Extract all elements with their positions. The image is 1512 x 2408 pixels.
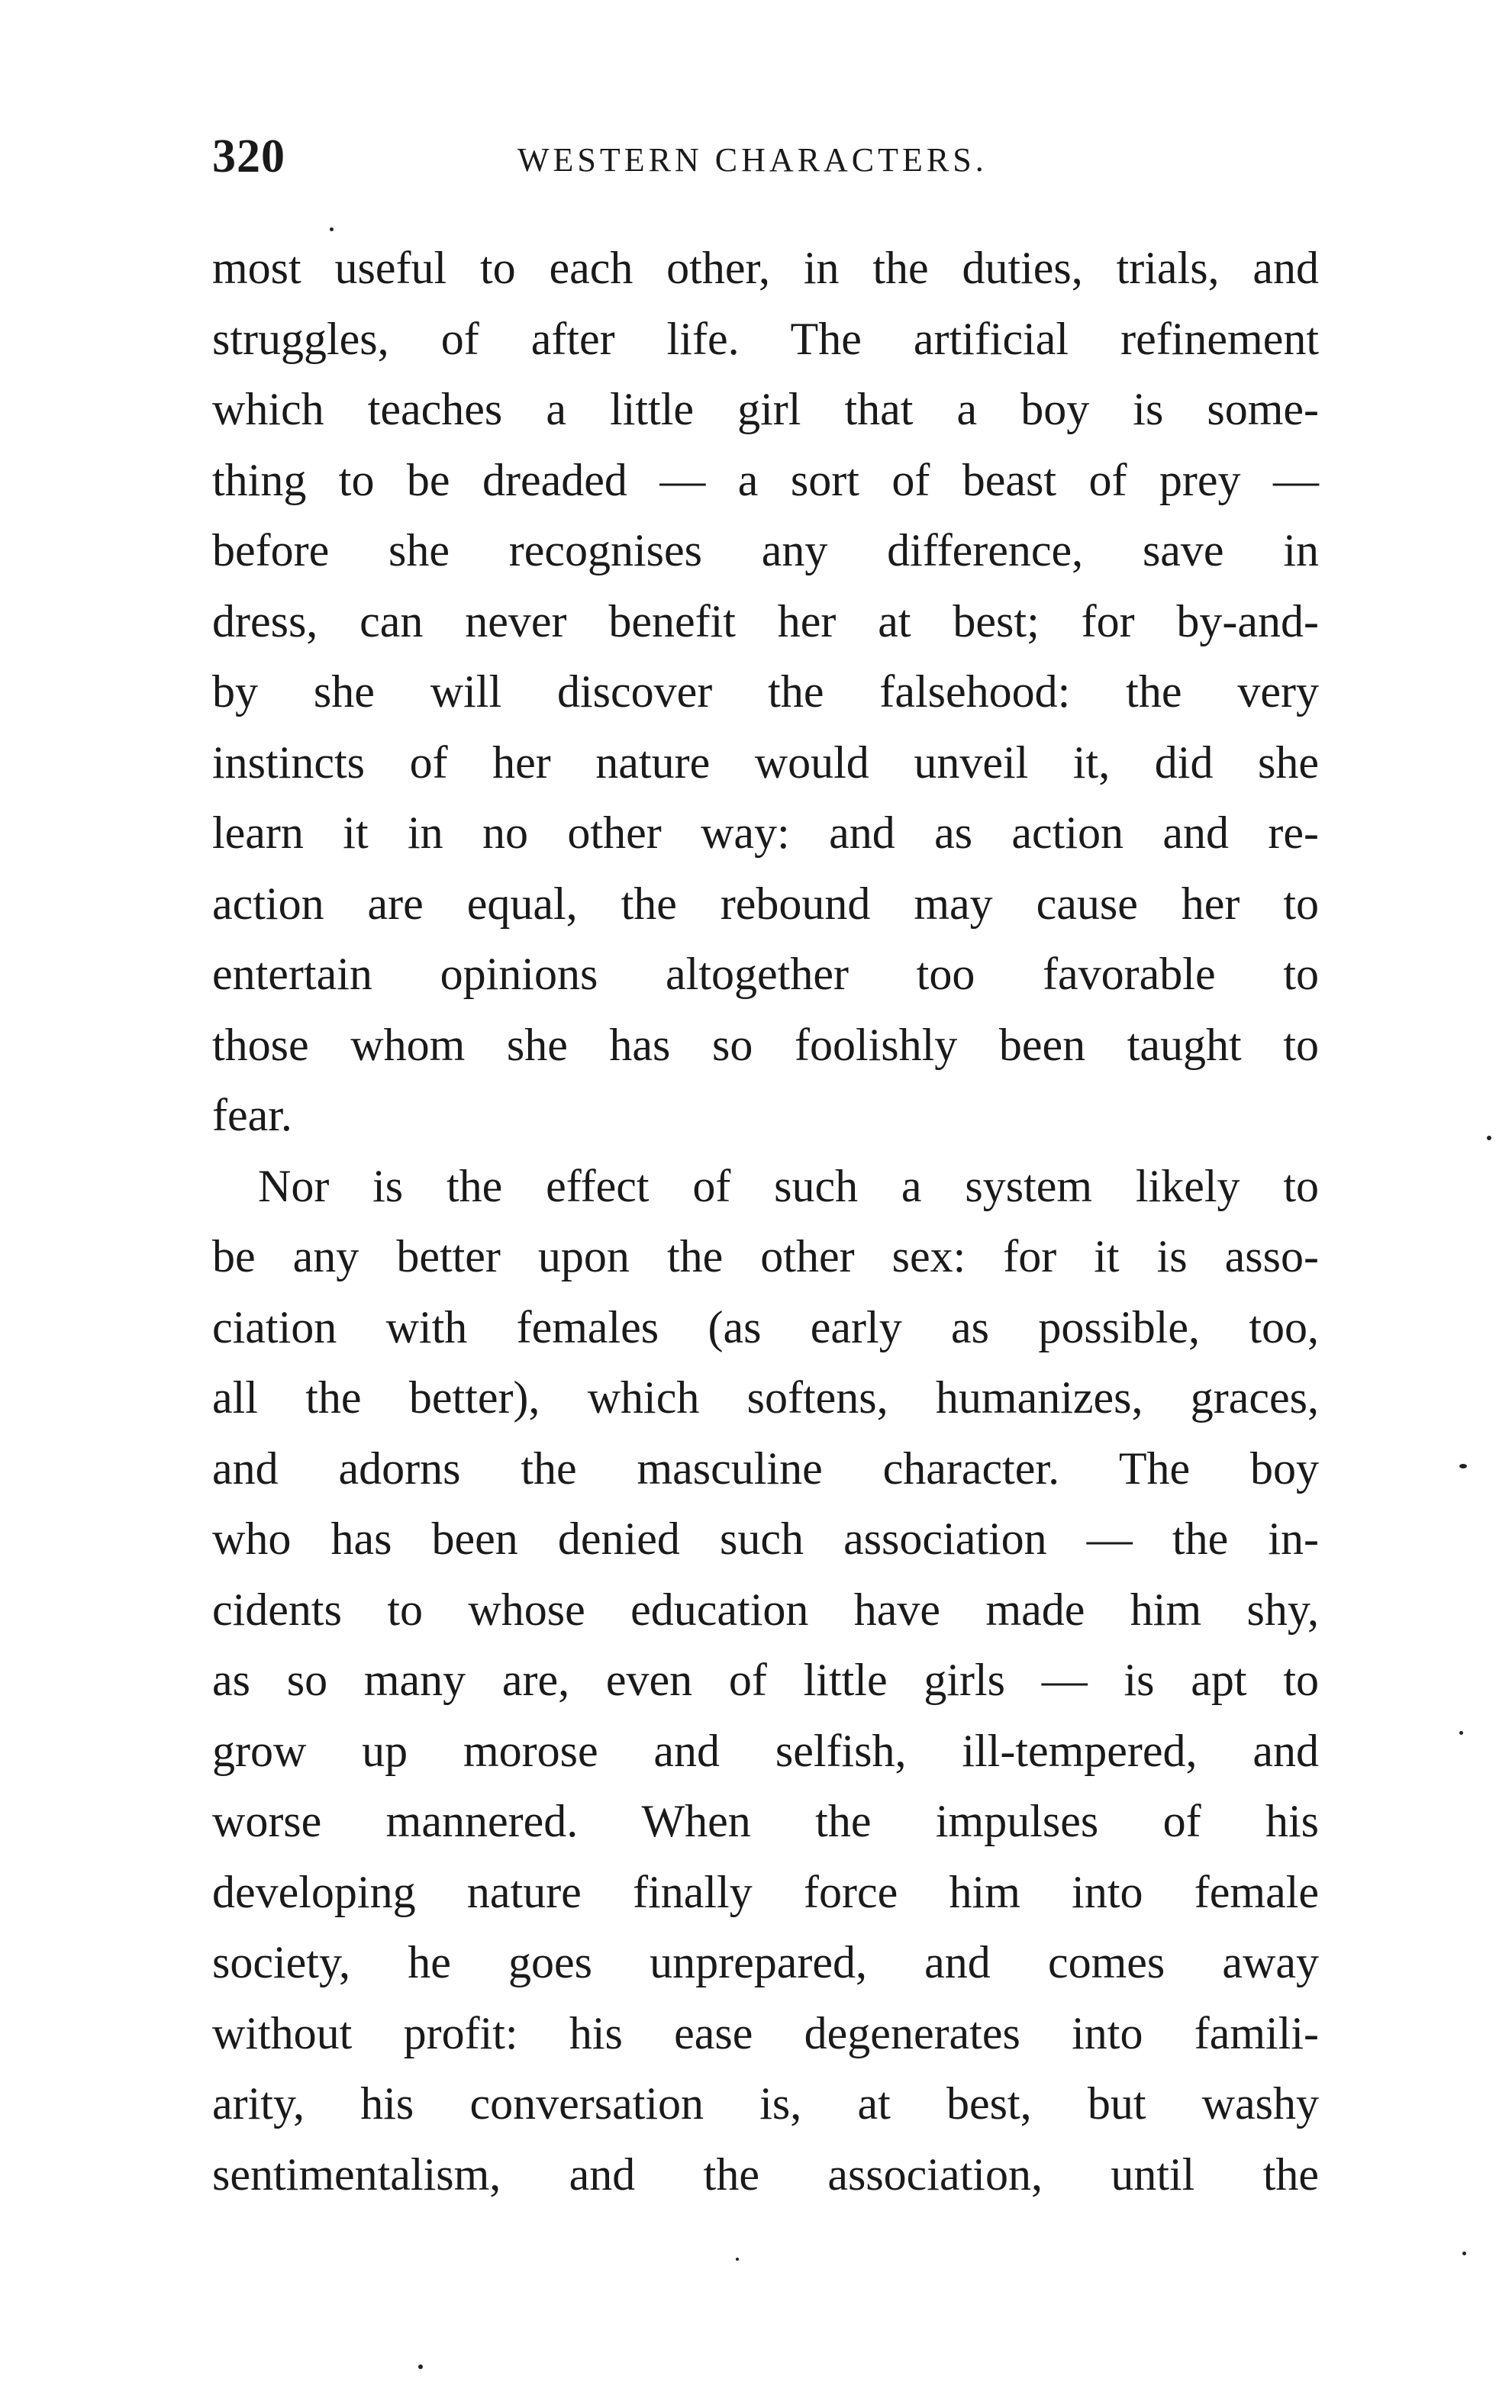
text-line: all the better), which softens, humanizes, graces,: [212, 1372, 1319, 1423]
print-speck: [418, 2364, 423, 2369]
text-line: most useful to each other, in the duties, trials, and: [212, 243, 1319, 293]
text-line: learn it in no other way: and as action and re-: [212, 808, 1319, 858]
text-line: worse mannered. When the impulses of his: [212, 1796, 1319, 1846]
paragraph-2: [212, 1151, 1319, 2210]
text-line: society, he goes unprepared, and comes away: [212, 1937, 1319, 1987]
page-number: 320: [212, 131, 285, 182]
text-line: ciation with females (as early as possible, too,: [212, 1301, 1319, 1352]
text-line: cidents to whose education have made him shy,: [212, 1584, 1319, 1635]
body-text: [212, 233, 1319, 2210]
text-line: action are equal, the rebound may cause her to: [212, 878, 1319, 929]
running-head: WESTERN CHARACTERS.: [517, 141, 988, 179]
print-speck: [1462, 2252, 1466, 2255]
text-line: as so many are, even of little girls — is apt to: [212, 1655, 1319, 1705]
text-line: thing to be dreaded — a sort of beast of prey —: [212, 454, 1319, 505]
text-line: grow up morose and selfish, ill-tempered, and: [212, 1725, 1319, 1776]
text-line: entertain opinions altogether too favorable to: [212, 949, 1319, 999]
text-line: fear.: [212, 1090, 292, 1140]
print-speck: [1459, 1731, 1463, 1735]
text-line: be any better upon the other sex: for it is asso-: [212, 1231, 1319, 1281]
text-line: dress, can never benefit her at best; for by-and-: [212, 595, 1319, 646]
text-line: developing nature finally force him into female: [212, 1866, 1319, 1917]
paragraph-1: [212, 233, 1319, 1151]
print-speck: [330, 227, 334, 231]
text-line: who has been denied such association — the in-: [212, 1513, 1319, 1564]
text-line: struggles, of after life. The artificial refinement: [212, 313, 1319, 364]
text-line: instincts of her nature would unveil it, did she: [212, 737, 1319, 788]
text-line: without profit: his ease degenerates into famili-: [212, 2007, 1319, 2058]
print-speck: [1487, 1136, 1491, 1140]
text-line: which teaches a little girl that a boy is some-: [212, 384, 1319, 434]
text-line: arity, his conversation is, at best, but washy: [212, 2078, 1319, 2129]
text-line: and adorns the masculine character. The boy: [212, 1443, 1319, 1494]
print-speck: [736, 2258, 739, 2261]
text-line: those whom she has so foolishly been taught to: [212, 1019, 1319, 1070]
print-speck: [1459, 1464, 1467, 1468]
text-line: sentimentalism, and the association, until the: [212, 2149, 1319, 2200]
text-line: Nor is the effect of such a system likely to: [258, 1160, 1319, 1211]
page-header: [212, 130, 1319, 198]
text-line: before she recognises any difference, save in: [212, 525, 1319, 575]
text-line: by she will discover the falsehood: the very: [212, 666, 1319, 717]
